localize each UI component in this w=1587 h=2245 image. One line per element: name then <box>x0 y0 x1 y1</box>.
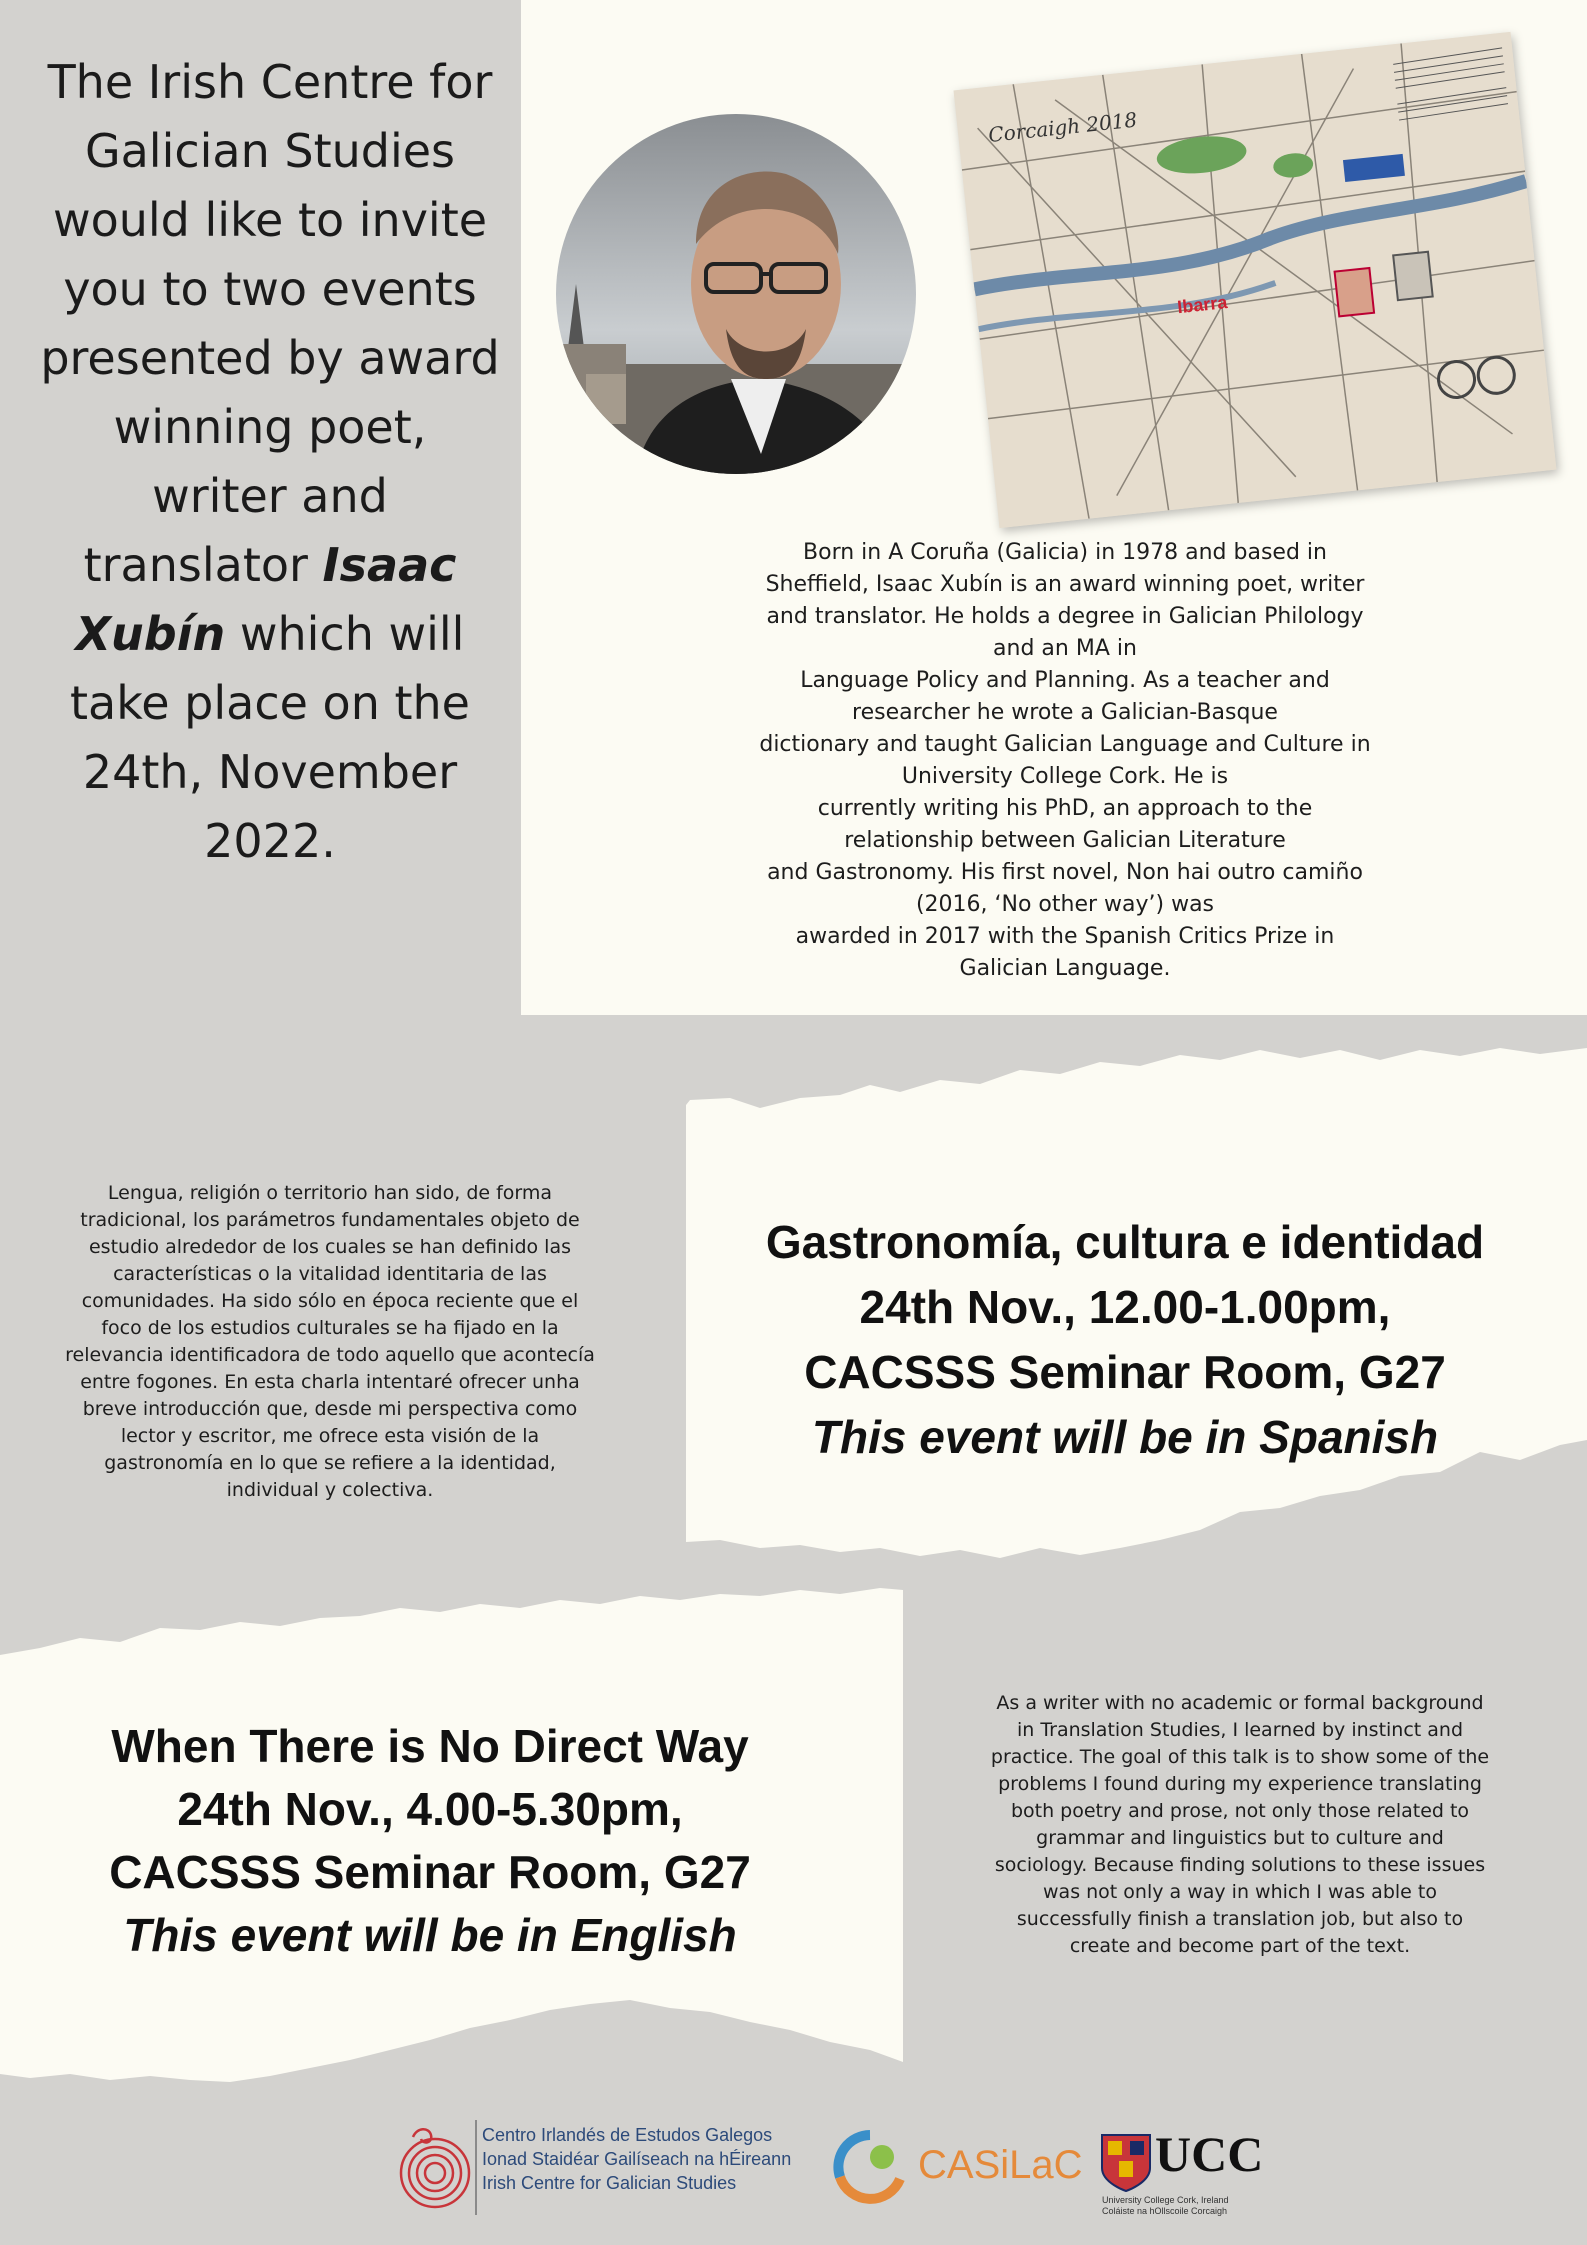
ucc-logo-text: UCC <box>1155 2126 1264 2182</box>
ucc-logo-subtitle <box>1102 2195 1262 2217</box>
event2-heading <box>30 1715 830 1967</box>
speaker-name: Isaac Xubín <box>75 538 457 661</box>
icgs-name-english: Irish Centre for Galician Studies <box>482 2173 737 2193</box>
event1-venue: CACSSS Seminar Room, G27 <box>804 1346 1446 1398</box>
bio-line: researcher he wrote a Galician-Basque <box>852 700 1278 725</box>
map-label-red: Ibarra <box>1176 292 1229 318</box>
bio-line: and an MA in <box>993 636 1137 661</box>
event2-title: When There is No Direct Way <box>111 1720 749 1772</box>
event1-language-note: This event will be in Spanish <box>811 1411 1439 1463</box>
map-illustration <box>954 32 1557 528</box>
casilac-logo-text: CASiLaC <box>918 2143 1083 2187</box>
event1-time: 24th Nov., 12.00-1.00pm, <box>859 1281 1391 1333</box>
event1-heading <box>690 1210 1560 1470</box>
ucc-sub-english: University College Cork, Ireland <box>1102 2195 1229 2205</box>
bio-line: and Gastronomy. His first novel, Non hai outro camiño <box>767 860 1363 885</box>
bio-line: Language Policy and Planning. As a teacher and <box>800 668 1330 693</box>
icgs-logo-icon <box>395 2125 475 2210</box>
event2-language-note: This event will be in English <box>123 1909 737 1961</box>
bio-line: relationship between Galician Literature <box>844 828 1286 853</box>
event2-description: As a writer with no academic or formal background in Translation Studies, I learned by instinct and practice. The goal of this talk is to show some of the problems I found during my experience translating both poetry and prose, not only those related to grammar and linguistics but to culture and sociology. Because finding solutions to these issues was not only a way in which I was able to successfully finish a translation job, but also to create and become part of the text. <box>990 1692 1490 1957</box>
bio-line: Sheffield, Isaac Xubín is an award winning poet, writer <box>765 572 1365 597</box>
intro-part2: which will take place on the 24th, November 2022. <box>70 607 470 868</box>
icgs-name-galician: Centro Irlandés de Estudos Galegos <box>482 2125 773 2145</box>
bio-line: (2016, ‘No other way’) was <box>915 892 1215 917</box>
icgs-name-irish: Ionad Staidéar Gailíseach na hÉireann <box>482 2149 792 2169</box>
bio-line: awarded in 2017 with the Spanish Critics Prize in <box>795 924 1335 949</box>
speaker-portrait <box>556 114 916 474</box>
bio-line: and translator. He holds a degree in Galician Philology <box>766 604 1364 629</box>
bio-line: University College Cork. He is <box>901 764 1229 789</box>
intro-part1: The Irish Centre for Galician Studies would like to invite you to two events presented by award winning poet, writer and translator <box>40 55 500 592</box>
ucc-sub-irish: Coláiste na hOllscoile Corcaigh <box>1102 2206 1228 2216</box>
bio-line: Born in A Coruña (Galicia) in 1978 and based in <box>803 540 1327 565</box>
bio-line: dictionary and taught Galician Language and Culture in <box>759 732 1371 757</box>
bio-line: currently writing his PhD, an approach to the <box>817 796 1313 821</box>
portrait-illustration <box>556 114 916 474</box>
icgs-divider <box>475 2120 477 2215</box>
casilac-logo-icon <box>830 2127 910 2207</box>
event1-description: Lengua, religión o territorio han sido, de forma tradicional, los parámetros fundamentales objeto de estudio alrededor de los cuales se han definido las características o la vitalidad identitaria de las comunidades. Ha sido sólo en época reciente que el foco de los estudios culturales se ha fijado en la relevancia identificadora de todo aquello que acontecía entre fogones. En esta charla intentaré ofrecer unha breve introducción que, desde mi perspectiva como lector y escritor, me ofrece esta visión de la gastronomía en lo que se refiere a la identidad, individual y colectiva. <box>65 1182 595 1501</box>
bio-line: Galician Language. <box>959 956 1171 981</box>
map-caption: Corcaigh 2018 <box>987 107 1139 148</box>
event2-venue: CACSSS Seminar Room, G27 <box>109 1846 751 1898</box>
event1-title: Gastronomía, cultura e identidad <box>765 1216 1485 1268</box>
intro-heading <box>40 48 500 876</box>
map-drawing <box>954 32 1557 528</box>
ucc-crest-icon <box>1100 2133 1152 2193</box>
footer-logos <box>0 2105 1587 2245</box>
event2-time: 24th Nov., 4.00-5.30pm, <box>177 1783 683 1835</box>
speaker-bio <box>755 537 1375 985</box>
icgs-logo-text <box>482 2123 812 2195</box>
